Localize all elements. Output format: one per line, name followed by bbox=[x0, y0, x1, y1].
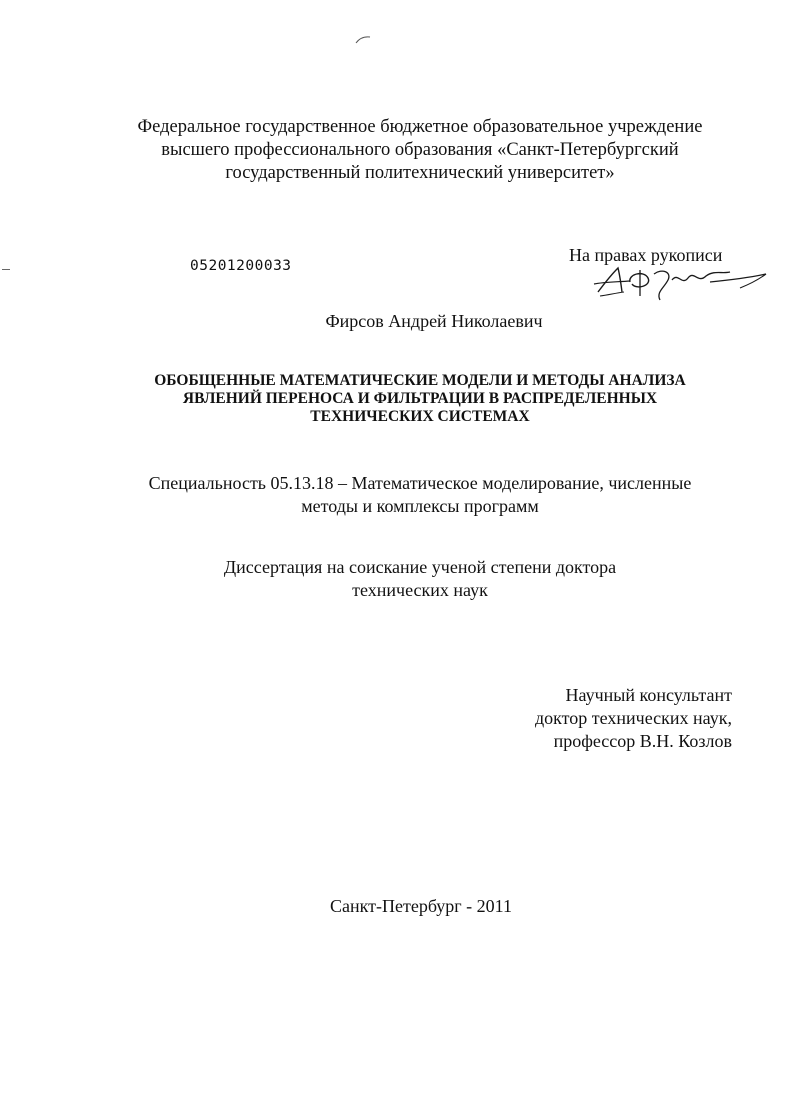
advisor-line: Научный консультант bbox=[565, 685, 732, 705]
institution-line: Федеральное государственное бюджетное образовательное учреждение bbox=[137, 117, 703, 137]
institution-line: государственный политехнический университет» bbox=[225, 163, 615, 183]
degree-statement bbox=[20, 556, 798, 602]
manuscript-rights-note: На правах рукописи bbox=[569, 245, 723, 265]
specialty-line: Специальность 05.13.18 – Математическое моделирование, численные bbox=[148, 473, 692, 493]
institution-line: высшего профессионального образования «Санкт-Петербургский bbox=[161, 140, 679, 160]
scan-artifact-dash bbox=[2, 268, 10, 271]
author-name: Фирсов Андрей Николаевич bbox=[325, 311, 543, 331]
scientific-advisor bbox=[535, 684, 732, 753]
author-signature bbox=[590, 262, 770, 304]
advisor-line: профессор В.Н. Козлов bbox=[553, 731, 732, 751]
catalog-number: 05201200033 bbox=[190, 258, 292, 274]
dissertation-title bbox=[20, 372, 798, 426]
advisor-line: доктор технических наук, bbox=[535, 708, 732, 728]
specialty-line: методы и комплексы программ bbox=[301, 496, 539, 516]
specialty bbox=[20, 472, 798, 518]
title-line: ТЕХНИЧЕСКИХ СИСТЕМАХ bbox=[310, 408, 530, 425]
title-line: ЯВЛЕНИЙ ПЕРЕНОСА И ФИЛЬТРАЦИИ В РАСПРЕДЕЛЕННЫХ bbox=[182, 390, 658, 407]
city-and-year: Санкт-Петербург - 2011 bbox=[329, 896, 513, 916]
scan-artifact-mark bbox=[355, 34, 371, 44]
title-line: ОБОБЩЕННЫЕ МАТЕМАТИЧЕСКИЕ МОДЕЛИ И МЕТОДЫ АНАЛИЗА bbox=[154, 372, 686, 389]
institution-name bbox=[20, 116, 798, 185]
degree-line: Диссертация на соискание ученой степени доктора bbox=[223, 557, 617, 577]
degree-line: технических наук bbox=[352, 580, 488, 600]
